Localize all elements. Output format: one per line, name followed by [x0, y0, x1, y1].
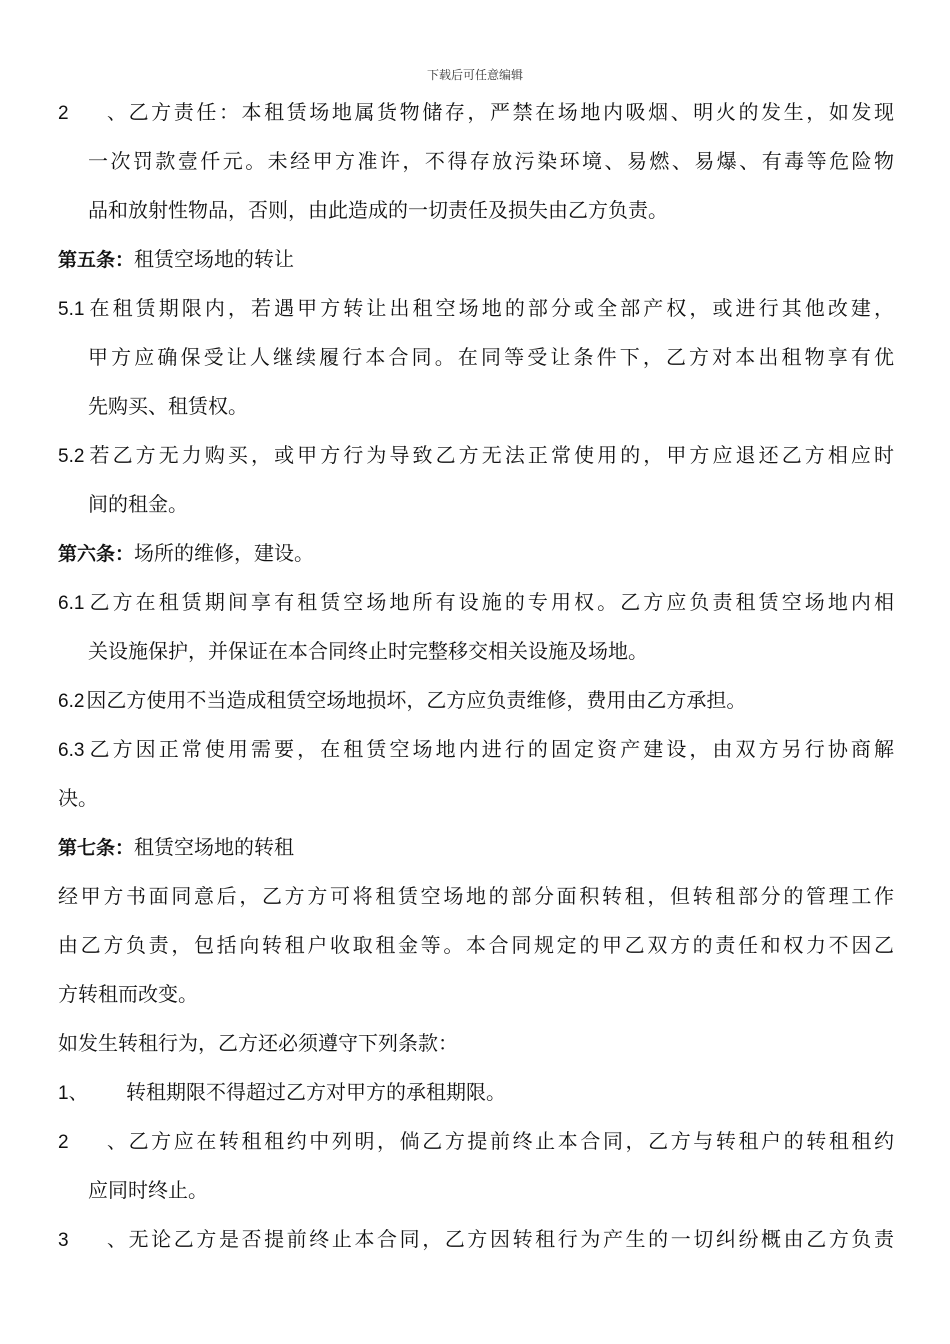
- item-number: 1、: [58, 1083, 88, 1104]
- header-note: 下载后可任意编辑: [426, 68, 523, 82]
- clause-text: 乙方责任：本租赁场地属货物储存，严禁在场地内吸烟、明火的发生，如发现: [126, 100, 894, 124]
- clause-text: 品和放射性物品，否则，由此造成的一切责任及损失由乙方负责。: [88, 198, 668, 222]
- list-item-continuation: [58, 1172, 894, 1221]
- paragraph-line: [58, 927, 894, 976]
- paragraph-text: 如发生转租行为，乙方还必须遵守下列条款：: [58, 1031, 458, 1055]
- paragraph-text: 方转租而改变。: [58, 982, 198, 1006]
- clause-number: 6.2: [58, 691, 85, 712]
- clause-number: 6.3: [58, 740, 85, 761]
- list-item: [58, 1074, 894, 1123]
- article-title: 租赁空场地的转租: [134, 835, 295, 859]
- item-number: 2、: [58, 103, 126, 124]
- clause-line: [58, 94, 894, 143]
- clause-text: 若乙方无力购买，或甲方行为导致乙方无法正常使用的，甲方应退还乙方相应时: [86, 443, 894, 467]
- clause-number: 6.1: [58, 593, 85, 614]
- clause-line: [58, 486, 894, 535]
- clause-text: 乙方在租赁期间享有租赁空场地所有设施的专用权。乙方应负责租赁空场地内相: [86, 590, 894, 614]
- clause-line: [58, 731, 894, 780]
- item-text: 无论乙方是否提前终止本合同，乙方因转租行为产生的一切纠纷概由乙方负责: [126, 1227, 894, 1251]
- clause-text: 因乙方使用不当造成租赁空场地损坏，乙方应负责维修，费用由乙方承担。: [86, 688, 747, 712]
- clause-text: 关设施保护，并保证在本合同终止时完整移交相关设施及场地。: [88, 639, 648, 663]
- paragraph-line: [58, 1025, 894, 1074]
- item-number: 2、: [58, 1132, 126, 1153]
- clause-text: 乙方因正常使用需要，在租赁空场地内进行的固定资产建设，由双方另行协商解: [86, 737, 894, 761]
- clause-line: [58, 339, 894, 388]
- paragraph-text: 由乙方负责，包括向转租户收取租金等。本合同规定的甲乙双方的责任和权力不因乙: [58, 933, 894, 957]
- clause-line: [58, 437, 894, 486]
- item-text: 应同时终止。: [88, 1178, 208, 1202]
- clause-line: [58, 584, 894, 633]
- clause-text: 甲方应确保受让人继续履行本合同。在同等受让条件下，乙方对本出租物享有优: [88, 345, 894, 369]
- list-item: [58, 1221, 894, 1270]
- item-number: 3、: [58, 1230, 126, 1251]
- clause-text: 在租赁期限内，若遇甲方转让出租空场地的部分或全部产权，或进行其他改建，: [86, 296, 894, 320]
- article-heading: [58, 241, 894, 290]
- clause-text: 决。: [58, 786, 98, 810]
- article-label: 第六条：: [58, 543, 135, 565]
- article-label: 第七条：: [58, 837, 135, 859]
- article-label: 第五条：: [58, 249, 135, 271]
- clause-number: 5.1: [58, 299, 85, 320]
- item-text: 乙方应在转租租约中列明，倘乙方提前终止本合同，乙方与转租户的转租租约: [126, 1129, 894, 1153]
- document-body: [58, 94, 894, 1270]
- clause-line: [58, 780, 894, 829]
- article-heading: [58, 535, 894, 584]
- clause-line: [58, 143, 894, 192]
- clause-text: 间的租金。: [88, 492, 188, 516]
- list-item: [58, 1123, 894, 1172]
- item-text: 转租期限不得超过乙方对甲方的承租期限。: [126, 1080, 506, 1104]
- clause-number: 5.2: [58, 446, 85, 467]
- clause-line: [58, 633, 894, 682]
- clause-line: [58, 388, 894, 437]
- clause-text: 先购买、租赁权。: [88, 394, 248, 418]
- article-heading: [58, 829, 894, 878]
- article-title: 场所的维修，建设。: [134, 541, 315, 565]
- clause-text: 一次罚款壹仟元。未经甲方准许，不得存放污染环境、易燃、易爆、有毒等危险物: [88, 149, 894, 173]
- paragraph-line: [58, 976, 894, 1025]
- clause-line: [58, 682, 894, 731]
- article-title: 租赁空场地的转让: [134, 247, 295, 271]
- paragraph-line: [58, 878, 894, 927]
- clause-line: [58, 192, 894, 241]
- clause-line: [58, 290, 894, 339]
- paragraph-text: 经甲方书面同意后，乙方方可将租赁空场地的部分面积转租，但转租部分的管理工作: [58, 884, 894, 908]
